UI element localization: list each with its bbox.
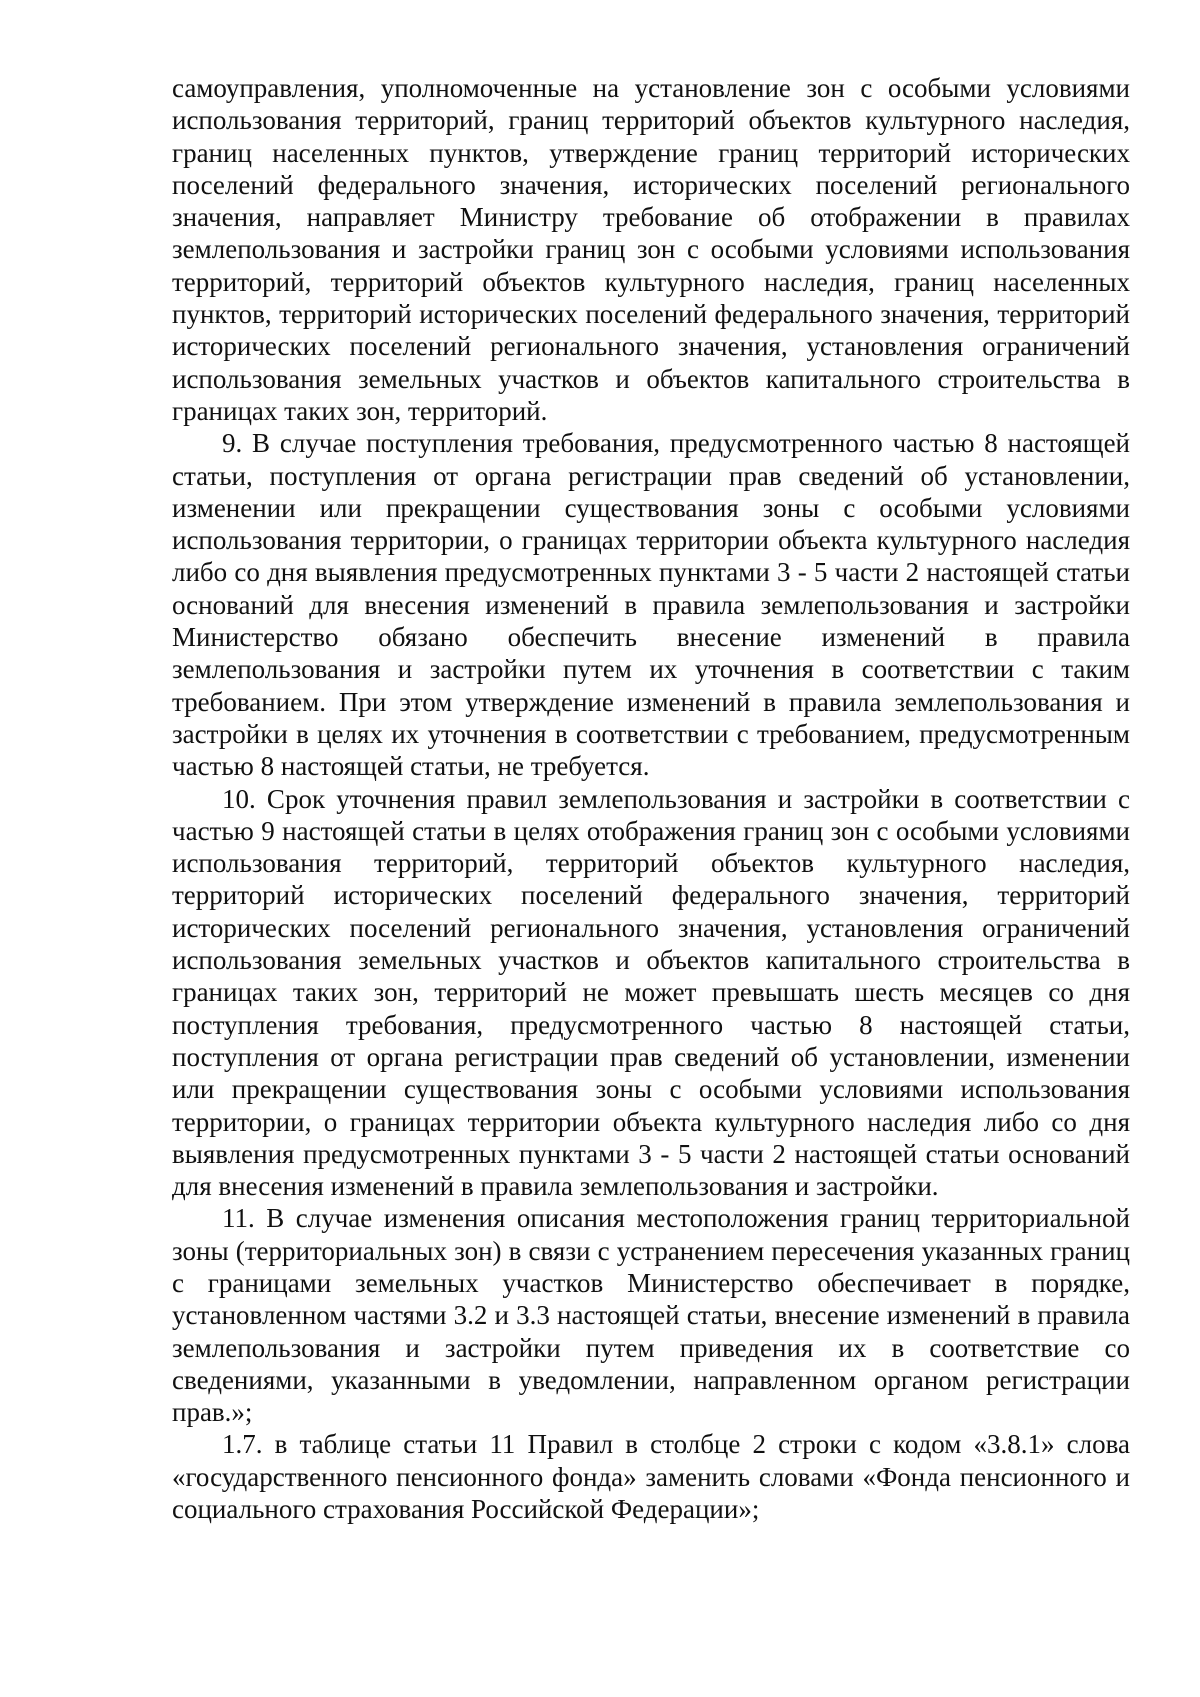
document-page bbox=[172, 72, 1130, 1525]
paragraph-item-9: 9. В случае поступления требования, предусмотренного частью 8 настоящей статьи, поступления от органа регистрации прав сведений об установлении, изменении или прекращении существования зоны с особыми условиями использования территории, о границах территории объекта культурного наследия либо со дня выявления предусмотренных пунктами 3 - 5 части 2 настоящей статьи оснований для внесения изменений в правила землепользования и застройки Министерство обязано обеспечить внесение изменений в правила землепользования и застройки путем их уточнения в соответствии с таким требованием. При этом утверждение изменений в правила землепользования и застройки в целях их уточнения в соответствии с требованием, предусмотренным частью 8 настоящей статьи, не требуется. bbox=[172, 428, 1130, 782]
paragraph-item-10: 10. Срок уточнения правил землепользования и застройки в соответствии с частью 9 настоящей статьи в целях отображения границ зон с особыми условиями использования территорий, территорий объектов культурного наследия, территорий исторических поселений федерального значения, территорий исторических поселений регионального значения, установления ограничений использования земельных участков и объектов капитального строительства в границах таких зон, территорий не может превышать шесть месяцев со дня поступления требования, предусмотренного частью 8 настоящей статьи, поступления от органа регистрации прав сведений об установлении, изменении или прекращении существования зоны с особыми условиями использования территории, о границах территории объекта культурного наследия либо со дня выявления предусмотренных пунктами 3 - 5 части 2 настоящей статьи оснований для внесения изменений в правила землепользования и застройки. bbox=[172, 783, 1130, 1202]
paragraph-item-11: 11. В случае изменения описания местоположения границ территориальной зоны (территориальных зон) в связи с устранением пересечения указанных границ с границами земельных участков Министерство обеспечивает в порядке, установленном частями 3.2 и 3.3 настоящей статьи, внесение изменений в правила землепользования и застройки путем приведения их в соответствие со сведениями, указанными в уведомлении, направленном органом регистрации прав.»; bbox=[172, 1203, 1130, 1428]
paragraph-item-1-7: 1.7. в таблице статьи 11 Правил в столбце 2 строки с кодом «3.8.1» слова «государственного пенсионного фонда» заменить словами «Фонда пенсионного и социального страхования Российской Федерации»; bbox=[172, 1429, 1130, 1525]
paragraph-continuation: самоуправления, уполномоченные на установление зон с особыми условиями использования территорий, границ территорий объектов культурного наследия, границ населенных пунктов, утверждение границ территорий исторических поселений федерального значения, исторических поселений регионального значения, направляет Министру требование об отображении в правилах землепользования и застройки границ зон с особыми условиями использования территорий, территорий объектов культурного наследия, границ населенных пунктов, территорий исторических поселений федерального значения, территорий исторических поселений регионального значения, установления ограничений использования земельных участков и объектов капитального строительства в границах таких зон, территорий. bbox=[172, 73, 1130, 426]
